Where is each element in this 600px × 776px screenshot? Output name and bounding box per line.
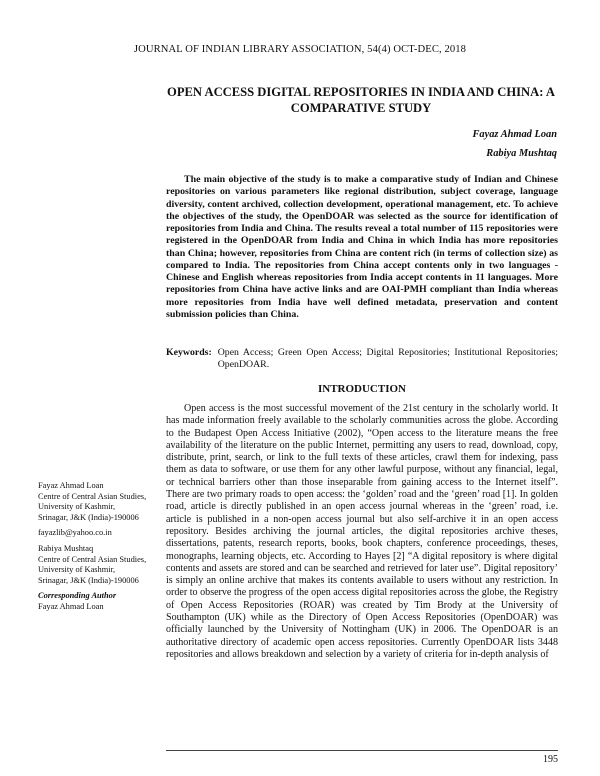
- affiliation-email: fayazlib@yahoo.co.in: [38, 528, 112, 538]
- article-title: OPEN ACCESS DIGITAL REPOSITORIES IN INDIA AND CHINA: A COMPARATIVE STUDY: [167, 85, 555, 115]
- corresponding-author-name: Fayaz Ahmad Loan: [38, 601, 104, 611]
- affiliation-univ: University of Kashmir,: [38, 565, 116, 575]
- keywords-label: Keywords:: [166, 347, 212, 358]
- affiliation-dept: Centre of Central Asian Studies,: [38, 554, 147, 564]
- author-name-1: Fayaz Ahmad Loan: [472, 129, 557, 140]
- running-head: JOURNAL OF INDIAN LIBRARY ASSOCIATION, 54(4) OCT-DEC, 2018: [133, 44, 467, 55]
- affiliation-name: Rabiya Mushtaq: [38, 543, 94, 553]
- affiliation-dept: Centre of Central Asian Studies,: [38, 491, 147, 501]
- corresponding-author-heading: Corresponding Author: [38, 591, 117, 601]
- introduction-paragraph: Open access is the most successful movement of the 21st century in the scholarly world. It has made information freely available to the scholarly communities across the globe. According to the Budapest Open Access Initiative (2002), “Open access to the literature means the free availability of the literature on the public Internet, permitting any users to read, download, copy, distribute, print, search, or link to the full texts of these articles, crawl them for indexing, pass them as data to software, or use them for any other lawful purpose, without any financial, legal, or technical barriers other than those inseparable from gaining access to the Internet itself”. There are two primary roads to open access: the ‘golden’ road and the ‘green’ road [1]. In golden road, article is directly published in an open access journal whereas in the ‘green’ road, i.e. article is published in a non-open access journal but also self-archive it in an open access repository. Besides archiving the journal articles, the digital repositories archive theses, dissertations, patents, research reports, books, book chapters, conference proceedings, theses, monographs, learning objects, etc. According to Hayes [2] “A digital repository is where digital contents and assets are stored and can be searched and retrieved for later use”. Digital repository’ is simply an online archive that makes its contents available to users without any restriction. In order to observe the progress of the open access digital repositories across the globe, the Registry of Open Access Repositories (ROAR) was created by Tim Brody at the University of Southampton (UK) while as the Directory of Open Access Repositories (OpenDOAR) was officially launched by the University of Nottingham (UK) in 2006. The OpenDOAR is an authoritative directory of academic open access repositories. Currently OpenDOAR lists 3448 repositories and allows breakdown and selection by a variety of criteria for in-depth analysis of: [166, 403, 558, 660]
- footer-rule: [166, 750, 558, 751]
- introduction-heading: INTRODUCTION: [317, 383, 406, 395]
- author-affiliations: [38, 481, 160, 613]
- affiliation-univ: University of Kashmir,: [38, 502, 116, 512]
- keywords-text: Open Access; Green Open Access; Digital Repositories; Institutional Repositories; OpenDOAR.: [217, 347, 558, 370]
- affiliation-author-2: [38, 544, 160, 586]
- affiliation-city: Srinagar, J&K (India)-190006: [38, 575, 139, 585]
- affiliation-author-1: [38, 481, 160, 523]
- affiliation-name: Fayaz Ahmad Loan: [38, 481, 104, 490]
- affiliation-email-block: [38, 528, 160, 539]
- author-name-2: Rabiya Mushtaq: [486, 148, 557, 159]
- abstract: The main objective of the study is to make a comparative study of Indian and Chinese repositories on various parameters like regional distribution, subject coverage, language diversity, content archived, collection development, operational management, etc. To achieve the objectives of the study, the OpenDOAR was selected as the source for identification of repositories from India and China. The results reveal a total number of 115 repositories were registered in the OpenDOAR from India and China in which India has more repositories than China; however, repositories from China are content rich (in terms of collection size) as compared to India. The repositories from China accept contents only in two languages - Chinese and English whereas repositories from India accept contents in 11 languages. More repositories from China have active links and are OAI-PMH compliant than India whereas more repositories from India have well defined metadata, preservation and content submission policies than China.: [166, 174, 558, 320]
- affiliation-city: Srinagar, J&K (India)-190006: [38, 512, 139, 522]
- keywords: [166, 347, 558, 371]
- page-number: 195: [543, 754, 558, 765]
